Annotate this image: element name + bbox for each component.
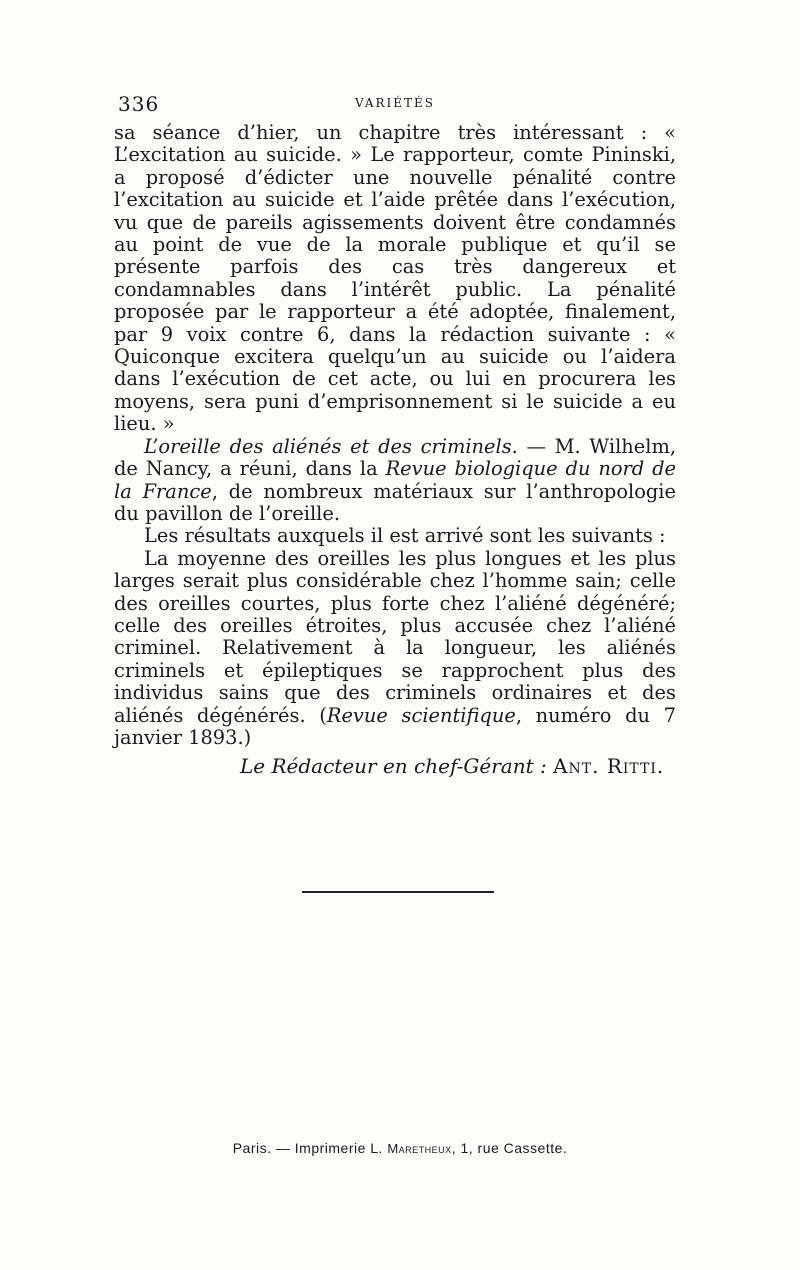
paragraph-moyenne-text-a: La moyenne des oreilles les plus longues et les plus larges serait plus considérable chez l’homme sain; celle des oreilles courtes, plus forte chez l’aliéné dégénéré; celle des oreilles étroites, plus accusée chez l’aliéné criminel. Relativement à la longueur, les aliénés criminels et épileptiques se rapprochent plus des individus sains que des criminels ordinaires et des aliénés dégénérés. ( (114, 546, 676, 727)
horizontal-rule (302, 891, 494, 893)
signature (240, 754, 665, 778)
signature-label: Le Rédacteur en chef-Gérant : (240, 754, 554, 778)
paragraph-suicide: sa séance d’hier, un chapitre très intéressant : « L’excitation au suicide. » Le rapporteur, comte Pininski, a proposé d’édicter une nouvelle pénalité contre l’excitation au suicide et l’aide prêtée dans l’exécution, vu que de pareils agissements doivent être condamnés au point de vue de la morale publique et qu’il se présente parfois des cas très dangereux et condamnables dans l’intérêt public. La pénalité proposée par le rapporteur a été adoptée, finalement, par 9 voix contre 6, dans la rédaction suivante : « Quiconque excitera quelqu’un au suicide ou l’aidera dans l’exécution de cet acte, ou lui en procurera les moyens, sera puni d’emprisonnement si le suicide a eu lieu. » (114, 121, 676, 436)
paragraph-oreille (114, 436, 676, 526)
paragraph-oreille-text-a: — M. Wilhelm, de Nancy, a réuni, dans la (114, 434, 677, 481)
journal-title: Revue biologique du nord de la France (114, 457, 676, 503)
running-title: VARIÉTÉS (354, 96, 436, 110)
page-number: 336 (118, 92, 160, 116)
paragraph-moyenne-text-b: , numéro du 7 janvier 1893.) (114, 703, 676, 749)
running-head (110, 92, 680, 116)
section-title: L’oreille des aliénés et des criminels. (144, 434, 518, 458)
paragraph-moyenne (114, 548, 676, 750)
imprint-text-b: , 1, rue Cassette. (451, 1140, 568, 1156)
imprint-text-a: Paris. — Imprimerie L. (232, 1140, 388, 1156)
journal-title-2: Revue scientifique (326, 703, 516, 727)
imprint-printer: Maretheux (387, 1141, 452, 1156)
paragraph-oreille-text-b: , de nombreux matériaux sur l’anthropologie du pavillon de l’oreille. (114, 479, 676, 525)
body-text (114, 122, 676, 749)
signature-name: Ant. Ritti. (553, 754, 665, 778)
imprint (0, 1140, 800, 1156)
paragraph-results: Les résultats auxquels il est arrivé sont les suivants : (144, 524, 666, 548)
